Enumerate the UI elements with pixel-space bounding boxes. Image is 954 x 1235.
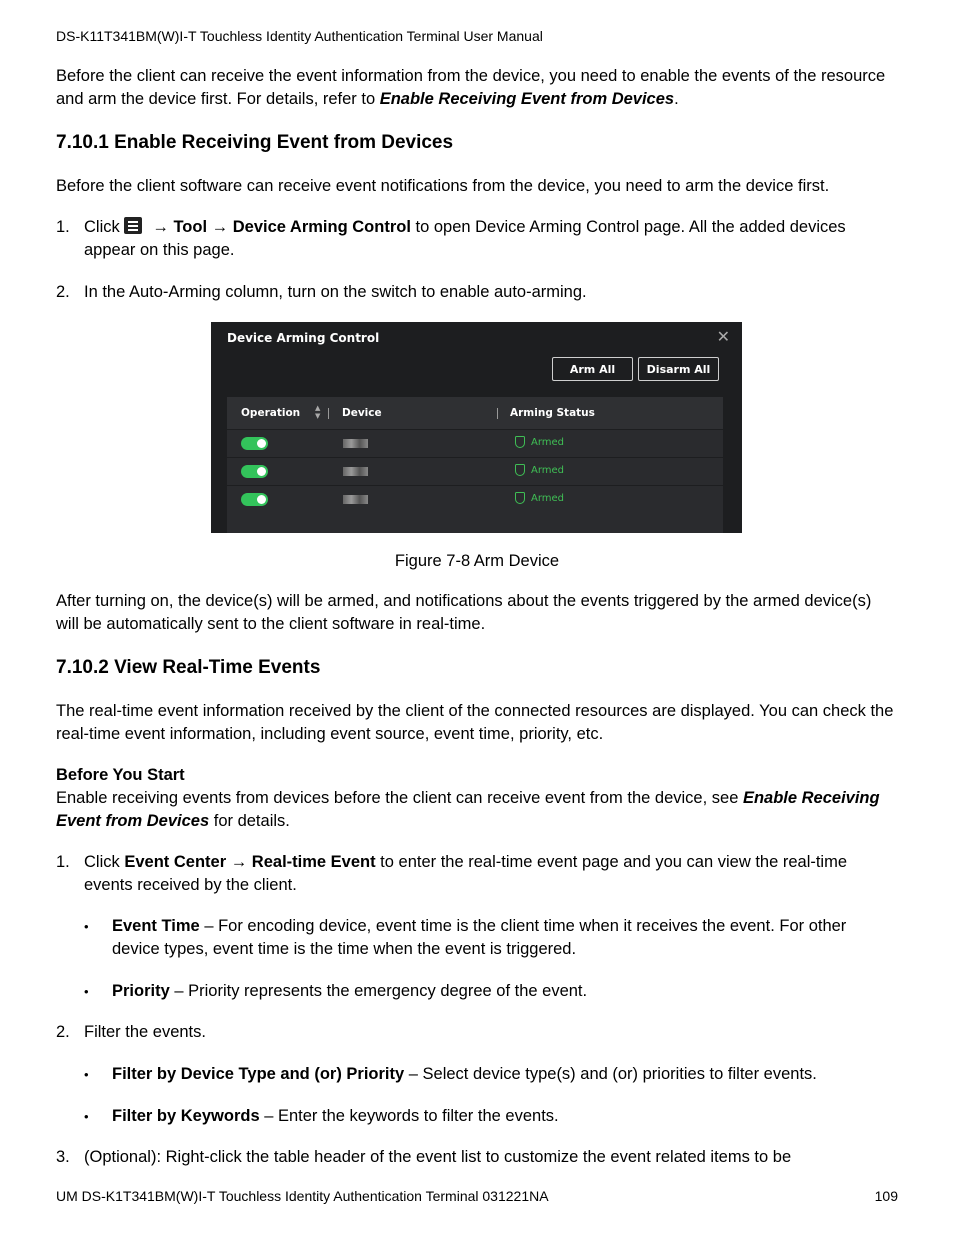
menu-list-icon <box>124 217 142 234</box>
section-heading-7-10-2: 7.10.2 View Real-Time Events <box>56 657 321 678</box>
bullet-icon: • <box>84 919 89 934</box>
table-row <box>227 429 723 457</box>
bullet-icon: • <box>84 1067 89 1082</box>
auto-arming-toggle[interactable] <box>241 493 268 506</box>
intro-link: Enable Receiving Event from Devices <box>379 90 675 108</box>
bullet-filter-device-type: • Filter by Device Type and (or) Priority – Select device type(s) and (or) priorities to filter events. <box>84 1063 898 1086</box>
auto-arming-toggle[interactable] <box>241 465 268 478</box>
arming-status: Armed <box>515 464 564 476</box>
column-device[interactable]: Device <box>342 407 382 419</box>
close-icon[interactable]: ✕ <box>716 327 730 346</box>
footer-doc-id: UM DS-K1T341BM(W)I-T Touchless Identity Authentication Terminal 031221NA <box>56 1188 549 1204</box>
column-divider <box>328 408 329 419</box>
bullet-filter-keywords: • Filter by Keywords – Enter the keywords to filter the events. <box>84 1105 898 1128</box>
device-table <box>227 397 723 533</box>
dialog-title: Device Arming Control <box>227 331 380 345</box>
device-name-blurred <box>343 439 368 448</box>
sort-icon[interactable]: ▲ ▼ <box>315 404 321 420</box>
device-name-blurred <box>343 495 368 504</box>
section-heading-7-10-1: 7.10.1 Enable Receiving Event from Devices <box>56 132 454 153</box>
step-3: 3. (Optional): Right-click the table header of the event list to customize the event related items to be <box>56 1148 792 1166</box>
figure-caption: Figure 7-8 Arm Device <box>394 552 560 570</box>
page-number: 109 <box>874 1188 898 1204</box>
before-link: Enable Receiving Event from Devices <box>56 789 880 830</box>
column-divider <box>497 408 498 419</box>
step-1: 1. Click Event Center → Real-time Event to enter the real-time event page and you can view the real-time events received by the client. <box>56 853 848 894</box>
column-arming-status[interactable]: Arming Status <box>510 407 595 419</box>
arming-status: Armed <box>515 436 564 448</box>
auto-arming-toggle[interactable] <box>241 437 268 450</box>
step-2: 2. Filter the events. <box>56 1023 206 1041</box>
bullet-event-time: • Event Time – For encoding device, event time is the client time when it receives the event. For other device types, event time is the time when the event is triggered. <box>84 917 847 958</box>
section2-paragraph: The real-time event information received by the client of the connected resources are displayed. You can check the real-time event information, including event source, event time, priority, etc. <box>56 702 894 743</box>
device-arming-control-dialog <box>211 322 742 533</box>
bullet-icon: • <box>84 984 89 999</box>
after-paragraph: After turning on, the device(s) will be armed, and notifications about the events triggered by the armed device(s) will be automatically sent to the client software in real-time. <box>56 592 872 633</box>
table-row <box>227 485 723 513</box>
before-you-start-text: Enable receiving events from devices before the client can receive event from the device, see Enable Receiving Event from Devices for details. <box>56 789 880 830</box>
bullet-priority: • Priority – Priority represents the emergency degree of the event. <box>84 980 898 1003</box>
intro-paragraph: Before the client can receive the event information from the device, you need to enable the events of the resource and arm the device first. For details, refer to Enable Receiving Event from Devices. <box>56 67 886 108</box>
disarm-all-button[interactable]: Disarm All <box>638 357 719 381</box>
shield-icon <box>515 436 525 448</box>
device-name-blurred <box>343 467 368 476</box>
page-header: DS-K11T341BM(W)I-T Touchless Identity Authentication Terminal User Manual <box>56 28 543 44</box>
step-1: 1. Click → Tool → Device Arming Control to open Device Arming Control page. All the added devices appear on this page. <box>56 218 846 259</box>
column-operation[interactable]: Operation <box>241 407 301 419</box>
table-row <box>227 457 723 485</box>
arm-all-button[interactable]: Arm All <box>552 357 633 381</box>
shield-icon <box>515 492 525 504</box>
bullet-icon: • <box>84 1109 89 1124</box>
before-you-start-title: Before You Start <box>56 766 185 784</box>
arming-status: Armed <box>515 492 564 504</box>
step-2: 2. In the Auto-Arming column, turn on the switch to enable auto-arming. <box>56 283 587 301</box>
section1-paragraph: Before the client software can receive event notifications from the device, you need to arm the device first. <box>56 177 830 195</box>
table-header <box>227 397 723 429</box>
shield-icon <box>515 464 525 476</box>
